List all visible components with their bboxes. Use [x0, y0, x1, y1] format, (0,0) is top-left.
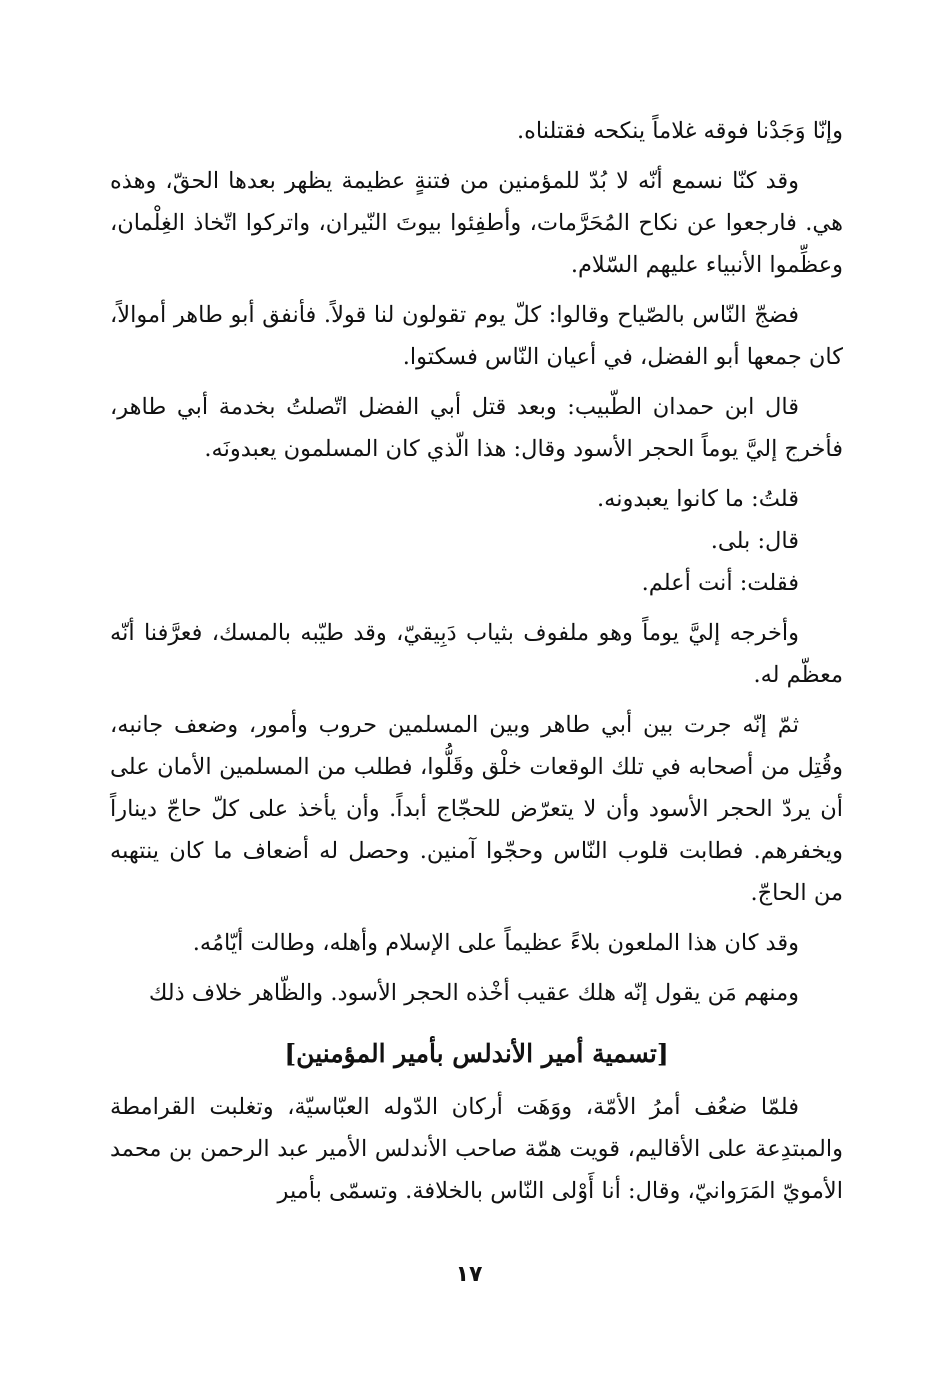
paragraph-1: وإنّا وَجَدْنا فوقه غلاماً ينكحه فقتلناه.: [516, 118, 843, 144]
dialogue-line-2: قال: بلى.: [710, 528, 799, 554]
paragraph-7: وقد كان هذا الملعون بلاءً عظيماً على الإسلام وأهله، وطالت أيّامُه.: [192, 930, 799, 956]
page-number: ١٧: [455, 1262, 483, 1287]
paragraph-3: فضجّ النّاس بالصّياح وقالوا: كلّ يوم تقولون لنا قولاً. فأنفق أبو طاهر أموالاً، كان جمعها أبو الفضل، في أعيان النّاس فسكتوا.: [110, 302, 843, 370]
paragraph-5: وأخرجه إليَّ يوماً وهو ملفوف بثياب دَبِيقيّ، وقد طيّبه بالمسك، فعرَّفنا أنّه معظّم له.: [110, 620, 843, 688]
paragraph-2: وقد كنّا نسمع أنّه لا بُدّ للمؤمنين من فتنةٍ عظيمة يظهر بعدها الحقّ، وهذه هي. فارجعوا عن نكاح المُحَرَّمات، وأطفِئوا بيوتَ النّيران، واتركوا اتّخاذ الغِلْمان، وعظِّموا الأنبياء عليهم السّلام.: [110, 168, 843, 278]
page-body: [110, 110, 843, 1212]
paragraph-8: ومنهم مَن يقول إنّه هلك عقيب أخْذه الحجر الأسود. والظّاهر خلاف ذلك: [148, 980, 799, 1006]
paragraph-6: ثمّ إنّه جرت بين أبي طاهر وبين المسلمين حروب وأمور، وضعف جانبه، وقُتِل من أصحابه في تلك الوقعات خلْق وقَلُّوا، فطلب من المسلمين الأمان على أن يردّ الحجر الأسود وأن لا يتعرّض للحجّاج أبداً. وأن يأخذ على كلّ حاجّ ديناراً ويخفرهم. فطابت قلوب النّاس وحجّوا آمنين. وحصل له أضعاف ما كان ينتهبه من الحاجّ.: [110, 712, 843, 906]
paragraph-4: قال ابن حمدان الطّبيب: وبعد قتل أبي الفضل اتّصلتُ بخدمة أبي طاهر، فأخرج إليَّ يوماً الحجر الأسود وقال: هذا الّذي كان المسلمون يعبدونَه.: [110, 394, 843, 462]
dialogue-line-1: قلتُ: ما كانوا يعبدونه.: [596, 486, 799, 512]
dialogue-line-3: فقلت: أنت أعلم.: [641, 570, 799, 596]
paragraph-9: فلمّا ضعُف أمرُ الأمّة، ووَهَت أركان الدّوله العبّاسيّة، وتغلبت القرامطة والمبتدِعة على الأقاليم، قويت همّة صاحب الأندلس الأمير عبد الرحمن بن محمد الأمويّ المَرَوانيّ، وقال: أنا أَوْلى النّاس بالخلافة. وتسمّى بأمير: [110, 1094, 843, 1204]
section-heading: [تسمية أمير الأندلس بأمير المؤمنين]: [284, 1039, 669, 1068]
